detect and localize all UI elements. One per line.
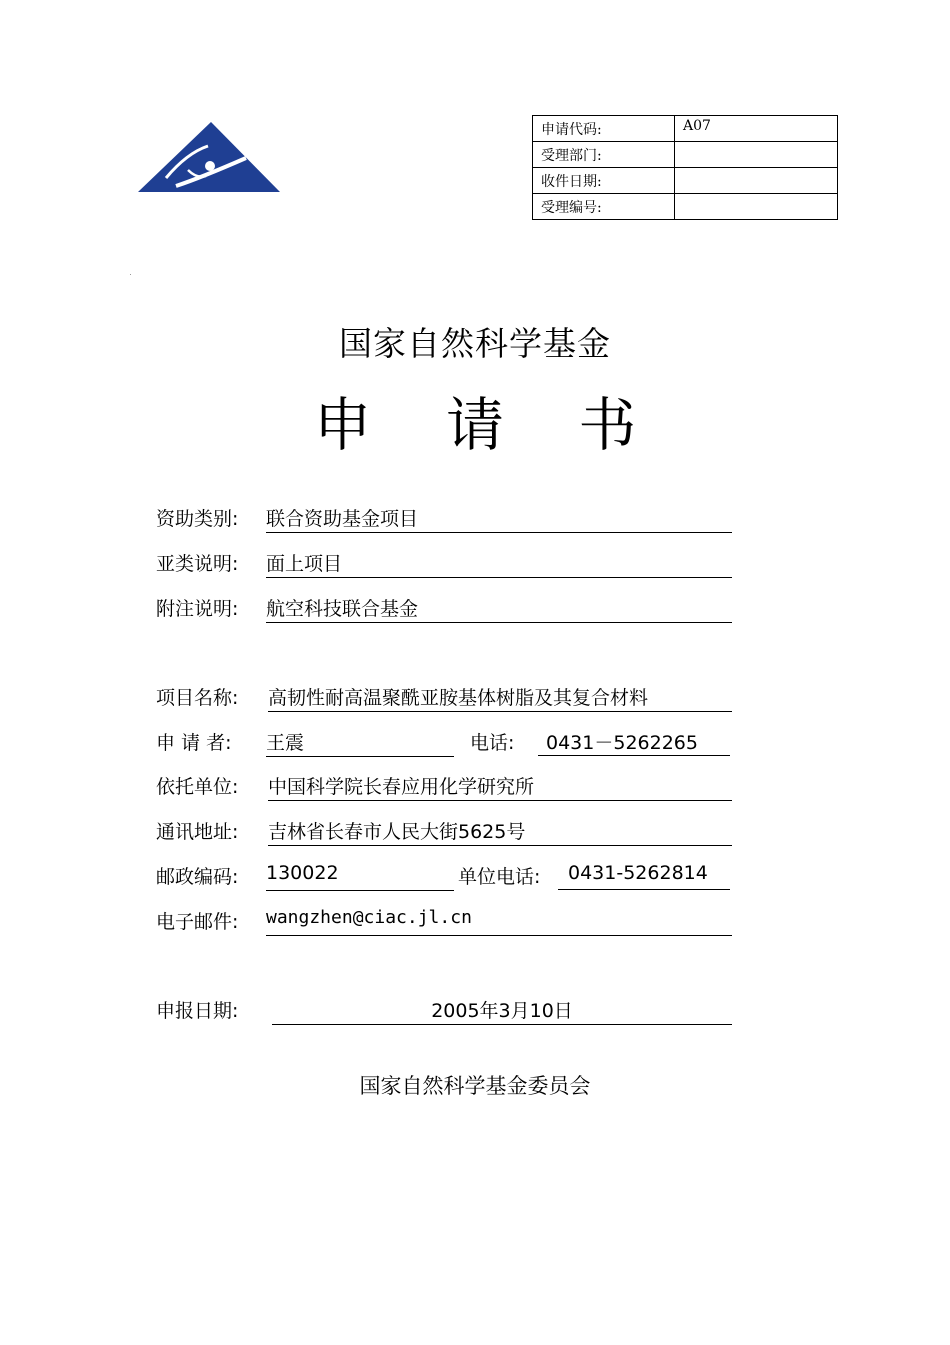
subtype-row <box>156 549 736 577</box>
page-subtitle: 申 请 书 <box>313 391 665 459</box>
address-value: 吉林省长春市人民大街5625号 <box>268 817 732 846</box>
postcode-label: 邮政编码: <box>156 866 239 888</box>
table-row <box>533 194 838 220</box>
unit-phone-label: 单位电话: <box>458 866 541 888</box>
postcode-row <box>156 862 736 890</box>
project-name-value: 高韧性耐高温聚酰亚胺基体树脂及其复合材料 <box>268 683 732 712</box>
note-row <box>156 594 736 622</box>
page-title: 国家自然科学基金 <box>339 324 611 363</box>
address-label: 通讯地址: <box>156 821 239 843</box>
department-value <box>675 142 838 168</box>
phone-value: 0431－5262265 <box>538 728 730 756</box>
date-label: 申报日期: <box>156 1000 239 1022</box>
email-value: wangzhen@ciac.jl.cn <box>266 907 732 936</box>
footer-organization: 国家自然科学基金委员会 <box>359 1074 591 1098</box>
application-code-table <box>532 115 838 220</box>
scan-dot <box>130 274 131 275</box>
email-row <box>156 907 736 935</box>
table-row <box>533 116 838 142</box>
applicant-label: 申 请 者: <box>156 732 232 754</box>
code-label: 申请代码: <box>533 116 675 142</box>
table-row <box>533 142 838 168</box>
applicant-row <box>156 728 736 756</box>
project-name-row <box>156 683 736 711</box>
nsfc-logo <box>136 120 282 196</box>
institution-row <box>156 772 736 800</box>
phone-label: 电话: <box>470 732 515 754</box>
funding-type-value: 联合资助基金项目 <box>266 504 732 533</box>
subtype-value: 面上项目 <box>266 549 732 578</box>
date-row <box>156 996 736 1024</box>
receipt-number-label: 受理编号: <box>533 194 675 220</box>
date-value: 2005年3月10日 <box>272 996 732 1025</box>
code-value: A07 <box>675 116 838 142</box>
unit-phone-value: 0431-5262814 <box>558 862 730 890</box>
funding-type-row <box>156 504 736 532</box>
address-row <box>156 817 736 845</box>
institution-label: 依托单位: <box>156 776 239 798</box>
institution-value: 中国科学院长春应用化学研究所 <box>268 772 732 801</box>
postcode-value: 130022 <box>266 862 454 891</box>
department-label: 受理部门: <box>533 142 675 168</box>
project-name-label: 项目名称: <box>156 687 239 709</box>
funding-type-label: 资助类别: <box>156 508 239 530</box>
received-date-value <box>675 168 838 194</box>
applicant-value: 王震 <box>266 728 454 757</box>
note-label: 附注说明: <box>156 598 239 620</box>
subtype-label: 亚类说明: <box>156 553 239 575</box>
note-value: 航空科技联合基金 <box>266 594 732 623</box>
receipt-number-value <box>675 194 838 220</box>
table-row <box>533 168 838 194</box>
received-date-label: 收件日期: <box>533 168 675 194</box>
email-label: 电子邮件: <box>156 911 239 933</box>
